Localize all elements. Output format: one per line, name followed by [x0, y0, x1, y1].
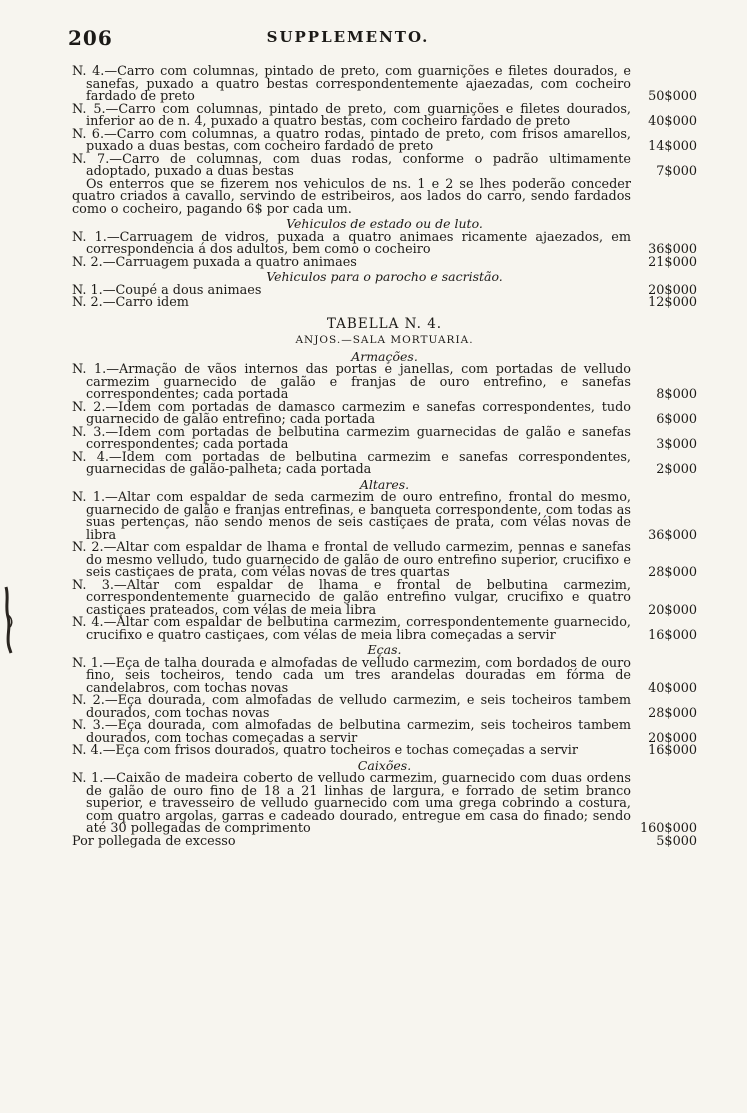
entry-price: 36$000: [648, 527, 697, 543]
price-entry: [72, 492, 697, 542]
note-text: Os enterros que se fizerem nos vehiculos de ns. 1 e 2 se lhes poderão conceder quatro criados a cavallo, servindo de estribeiros, aos lados do carro, sendo fardados como o cocheiro, pagando 6$ por cada um.: [72, 176, 631, 217]
entry-text: N. 1.—Armação de vãos internos das portas e janellas, com portadas de velludo carmezim guarnecido de galão e franjas de ouro entrefino, e sanefas correspondentes; cada portada: [72, 362, 631, 402]
entry-text: N. 2.—Altar com espaldar de lhama e frontal de velludo carmezim, pennas e sanefas do mesmo velludo, tudo guarnecido de galão de ouro entrefino superior, crucifixo e seis castiçaes de prata, com vélas novas de tres quartas: [72, 540, 631, 580]
section-parocho: [72, 282, 697, 310]
subheading-ecas: Eças.: [367, 642, 402, 657]
entry-text: N. 3.—Altar com espaldar de lhama e frontal de belbutina carmezim, correspondentemente guarnecido de galão entrefino vulgar, crucifixo e quatro castiçaes prateados, com vélas de meia libra: [72, 577, 631, 618]
price-entry: [72, 399, 697, 427]
price-entry: [72, 695, 697, 720]
price-entry: [72, 364, 697, 402]
subheading-parocho: Vehiculos para o parocho e sacristão.: [266, 269, 503, 284]
price-entry: [72, 424, 697, 452]
price-entry: [72, 126, 697, 154]
section-carros: [72, 66, 697, 216]
margin-stain-mark: [0, 585, 16, 655]
entry-price: 40$000: [648, 114, 697, 129]
subheading-caixoes: Caixões.: [357, 757, 412, 773]
price-entry: [72, 745, 697, 758]
entry-price: 5$000: [656, 833, 697, 849]
price-entry: [72, 577, 697, 618]
entry-text: N. 2.—Carruagem puxada a quatro animaes: [72, 254, 357, 270]
entry-text: N. 2.—Idem com portadas de damasco carmezim e sanefas correspondentes, tudo guarnecido de galão entrefino; cada portada: [72, 399, 631, 427]
entry-price: 7$000: [656, 164, 697, 179]
entry-price: 14$000: [648, 139, 697, 154]
price-entry: [72, 655, 697, 696]
subheading-altares: Altares.: [359, 476, 410, 492]
price-entry: [72, 449, 697, 477]
running-title: SUPPLEMENTO.: [266, 28, 430, 46]
section-altares: [72, 492, 697, 642]
price-entry: [72, 229, 697, 257]
entry-price: 20$000: [648, 602, 697, 618]
page-header: [68, 26, 628, 52]
section-ecas: [72, 655, 697, 758]
entry-price: 36$000: [648, 242, 697, 257]
price-entry: [72, 720, 697, 745]
text-column: [72, 66, 697, 848]
note-paragraph: [72, 176, 697, 217]
page-number: 206: [68, 26, 113, 50]
entry-price: 160$000: [640, 821, 697, 836]
table-title: TABELLA N. 4.: [326, 315, 443, 332]
entry-price: 40$000: [648, 680, 697, 696]
entry-price: 28$000: [648, 565, 697, 580]
entry-text: N. 6.—Carro com columnas, a quatro rodas, pintado de preto, com frisos amarellos, puxado a duas bestas, com cocheiro fardado de preto: [72, 126, 631, 154]
entry-text: N. 3.—Eça dourada, com almofadas de belbutina carmezim, seis tocheiros tambem dourados, com tochas começadas a servir: [72, 718, 631, 746]
section-estado: [72, 229, 697, 270]
price-entry: [72, 66, 697, 104]
entry-text: N. 4.—Carro com columnas, pintado de preto, com guarnições e filetes dourados, e sanefas, puxado a quatro bestas correspondentemente ajaezadas, com cocheiro fardado de preto: [72, 64, 631, 104]
price-entry: [72, 833, 697, 849]
entry-price: 8$000: [656, 387, 697, 402]
entry-price: 16$000: [648, 743, 697, 758]
subheading-estado: Vehiculos de estado ou de luto.: [286, 216, 483, 231]
price-entry: [72, 617, 697, 642]
entry-text: N. 4.—Altar com espaldar de belbutina carmezim, correspondentemente guarnecido, crucifixo e quatro castiçaes, com vélas de meia libra começadas a servir: [72, 615, 631, 643]
entry-price: 20$000: [648, 730, 697, 746]
entry-price: 12$000: [648, 295, 697, 310]
entry-text: N. 4.—Idem com portadas de belbutina carmezim e sanefas correspondentes, guarnecidas de galão-palheta; cada portada: [72, 449, 631, 477]
entry-price: 20$000: [648, 282, 697, 298]
entry-text: N. 7.—Carro de columnas, com duas rodas, conforme o padrão ultimamente adoptado, puxado a duas bestas: [72, 151, 631, 179]
entry-text: N. 1.—Caixão de madeira coberto de velludo carmezim, guarnecido com duas ordens de galão de ouro fino de 18 a 21 linhas de largura, e forrado de setim branco superior, e travesseiro de velludo guarnecido com uma grega cobrindo a costura, com quatro argolas, garras e cadeado dourado, entregue em casa do finado; sendo até 30 pollegadas de comprimento: [72, 771, 631, 836]
entry-price: 2$000: [656, 462, 697, 477]
entry-text: N. 2.—Eça dourada, com almofadas de velludo carmezim, e seis tocheiros tambem dourados, com tochas novas: [72, 693, 631, 721]
entry-text: Por pollegada de excesso: [72, 833, 236, 849]
entry-text: N. 1.—Coupé a dous animaes: [72, 282, 262, 298]
price-entry: [72, 101, 697, 129]
table-subtitle: ANJOS.—SALA MORTUARIA.: [295, 334, 474, 346]
entry-text: N. 2.—Carro idem: [72, 295, 189, 310]
subheading-armacoes: Armações.: [351, 348, 418, 364]
entry-price: 21$000: [648, 254, 697, 270]
section-armacoes: [72, 364, 697, 477]
entry-price: 50$000: [648, 89, 697, 104]
price-entry: [72, 542, 697, 580]
entry-price: 6$000: [656, 412, 697, 427]
entry-price: 16$000: [648, 627, 697, 643]
entry-text: N. 1.—Eça de talha dourada e almofadas de velludo carmezim, com bordados de ouro fino, seis tocheiros, tendo cada um tres arandelas douradas em fórma de candelabros, com tochas novas: [72, 655, 631, 696]
entry-price: 3$000: [656, 437, 697, 452]
entry-text: N. 4.—Eça com frisos dourados, quatro tocheiros e tochas começadas a servir: [72, 743, 578, 758]
section-caixoes: [72, 773, 697, 848]
entry-text: N. 1.—Altar com espaldar de seda carmezim de ouro entrefino, frontal do mesmo, guarnecido de galão e franjas entrefinas, e banqueta correspondente, com todas as suas pertenças, não sendo menos de seis castiçaes de prata, com vélas novas de libra: [72, 490, 631, 543]
price-entry: [72, 297, 697, 310]
entry-price: 28$000: [648, 705, 697, 721]
entry-text: N. 3.—Idem com portadas de belbutina carmezim guarnecidas de galão e sanefas correspondentes; cada portada: [72, 424, 631, 452]
entry-text: N. 5.—Carro com columnas, pintado de preto, com guarnições e filetes dourados, inferior ao de n. 4, puxado a quatro bestas, com cocheiro fardado de preto: [72, 101, 631, 129]
price-entry: [72, 254, 697, 270]
price-entry: [72, 773, 697, 836]
price-entry: [72, 151, 697, 179]
entry-text: N. 1.—Carruagem de vidros, puxada a quatro animaes ricamente ajaezados, em correspondencia á dos adultos, bem como o cocheiro: [72, 229, 631, 257]
